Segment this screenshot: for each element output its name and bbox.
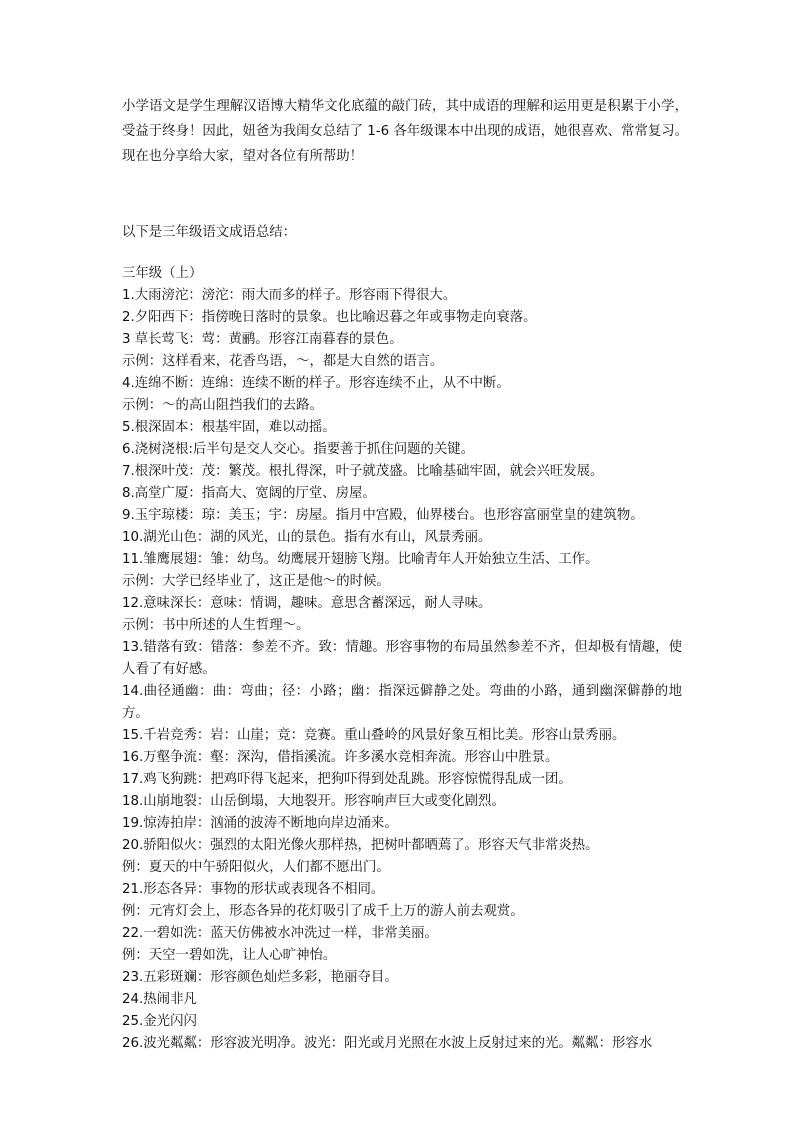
idiom-line: 5.根深固本：根基牢固，难以动摇。 bbox=[122, 420, 336, 435]
idiom-line: 3 草长莺飞：莺：黄鹂。形容江南暮春的景色。 bbox=[122, 332, 403, 347]
idiom-line: 8.高堂广厦：指高大、宽阔的厅堂、房屋。 bbox=[122, 486, 376, 501]
idiom-line: 21.形态各异：事物的形状或表现各不相同。 bbox=[122, 882, 385, 897]
idiom-line: 1.大雨滂沱：滂沱：雨大而多的样子。形容雨下得很大。 bbox=[122, 288, 457, 303]
idiom-line: 10.湖光山色：湖的风光，山的景色。指有水有山，风景秀丽。 bbox=[122, 530, 492, 545]
idiom-line: 13.错落有致：错落：参差不齐。致：情趣。形容事物的布局虽然参差不齐，但却极有情趣，使人看了有好感。 bbox=[122, 640, 682, 677]
idiom-line: 23.五彩斑斓：形容颜色灿烂多彩，艳丽夺目。 bbox=[122, 970, 398, 985]
section-title: 以下是三年级语文成语总结： bbox=[122, 225, 297, 240]
intro-paragraph: 小学语文是学生理解汉语博大精华文化底蕴的敲门砖，其中成语的理解和运用更是积累于小学，受益于终身！因此，妞爸为我闺女总结了 1-6 各年级课本中出现的成语，她很喜欢、常常复习。现在也分享给大家，望对各位有所帮助！ bbox=[122, 99, 689, 164]
grade-heading: 三年级（上） bbox=[122, 266, 203, 281]
idiom-line: 2.夕阳西下：指傍晚日落时的景象。也比喻迟暮之年或事物走向衰落。 bbox=[122, 310, 537, 325]
idiom-line: 16.万壑争流：壑：深沟，借指溪流。许多溪水竞相奔流。形容山中胜景。 bbox=[122, 750, 559, 765]
example-line: 例：元宵灯会上，形态各异的花灯吸引了成千上万的游人前去观赏。 bbox=[122, 904, 524, 919]
idiom-line: 24.热闹非凡 bbox=[122, 992, 197, 1007]
idiom-line: 14.曲径通幽：曲：弯曲；径：小路；幽：指深远僻静之处。弯曲的小路，通到幽深僻静的地方。 bbox=[122, 684, 682, 721]
example-line: 示例：大学已经毕业了，这正是他～的时候。 bbox=[122, 574, 390, 589]
example-line: 例：天空一碧如洗，让人心旷神怡。 bbox=[122, 948, 337, 963]
idiom-line: 7.根深叶茂：茂：繁茂。根扎得深，叶子就茂盛。比喻基础牢固，就会兴旺发展。 bbox=[122, 464, 604, 479]
idiom-line: 25.金光闪闪 bbox=[122, 1014, 197, 1029]
example-line: 示例：～的高山阻挡我们的去路。 bbox=[122, 398, 323, 413]
example-line: 示例：书中所述的人生哲理～。 bbox=[122, 618, 310, 633]
idiom-line: 19.惊涛拍岸：汹涌的波涛不断地向岸边涌来。 bbox=[122, 816, 398, 831]
idiom-line: 12.意味深长：意味：情调，趣味。意思含蓄深远，耐人寻味。 bbox=[122, 596, 492, 611]
idiom-line: 6.浇树浇根:后半句是交人交心。指要善于抓住问题的关键。 bbox=[122, 442, 475, 457]
idiom-line: 4.连绵不断：连绵：连续不断的样子。形容连续不止，从不中断。 bbox=[122, 376, 510, 391]
idiom-line: 22.一碧如洗：蓝天仿佛被水冲洗过一样，非常美丽。 bbox=[122, 926, 438, 941]
idiom-line: 9.玉宇琼楼：琼：美玉；宇：房屋。指月中宫殿，仙界楼台。也形容富丽堂皇的建筑物。 bbox=[122, 508, 644, 523]
example-line: 例：夏天的中午骄阳似火，人们都不愿出门。 bbox=[122, 860, 390, 875]
idiom-line: 20.骄阳似火：强烈的太阳光像火那样热，把树叶都晒蔫了。形容天气非常炎热。 bbox=[122, 838, 599, 853]
example-line: 示例：这样看来，花香鸟语，～，都是大自然的语言。 bbox=[122, 354, 444, 369]
idiom-line: 17.鸡飞狗跳：把鸡吓得飞起来，把狗吓得到处乱跳。形容惊慌得乱成一团。 bbox=[122, 772, 572, 787]
idiom-line: 11.雏鹰展翅：雏：幼鸟。幼鹰展开翅膀飞翔。比喻青年人开始独立生活、工作。 bbox=[122, 552, 599, 567]
idiom-line: 18.山崩地裂：山岳倒塌，大地裂开。形容响声巨大或变化剧烈。 bbox=[122, 794, 505, 809]
idiom-line: 15.千岩竞秀：岩：山崖；竞：竞赛。重山叠岭的风景好象互相比美。形容山景秀丽。 bbox=[122, 728, 626, 743]
idiom-list bbox=[122, 263, 682, 1055]
idiom-line: 26.波光粼粼：形容波光明净。波光：阳光或月光照在水波上反射过来的光。粼粼：形容水 bbox=[122, 1036, 653, 1051]
